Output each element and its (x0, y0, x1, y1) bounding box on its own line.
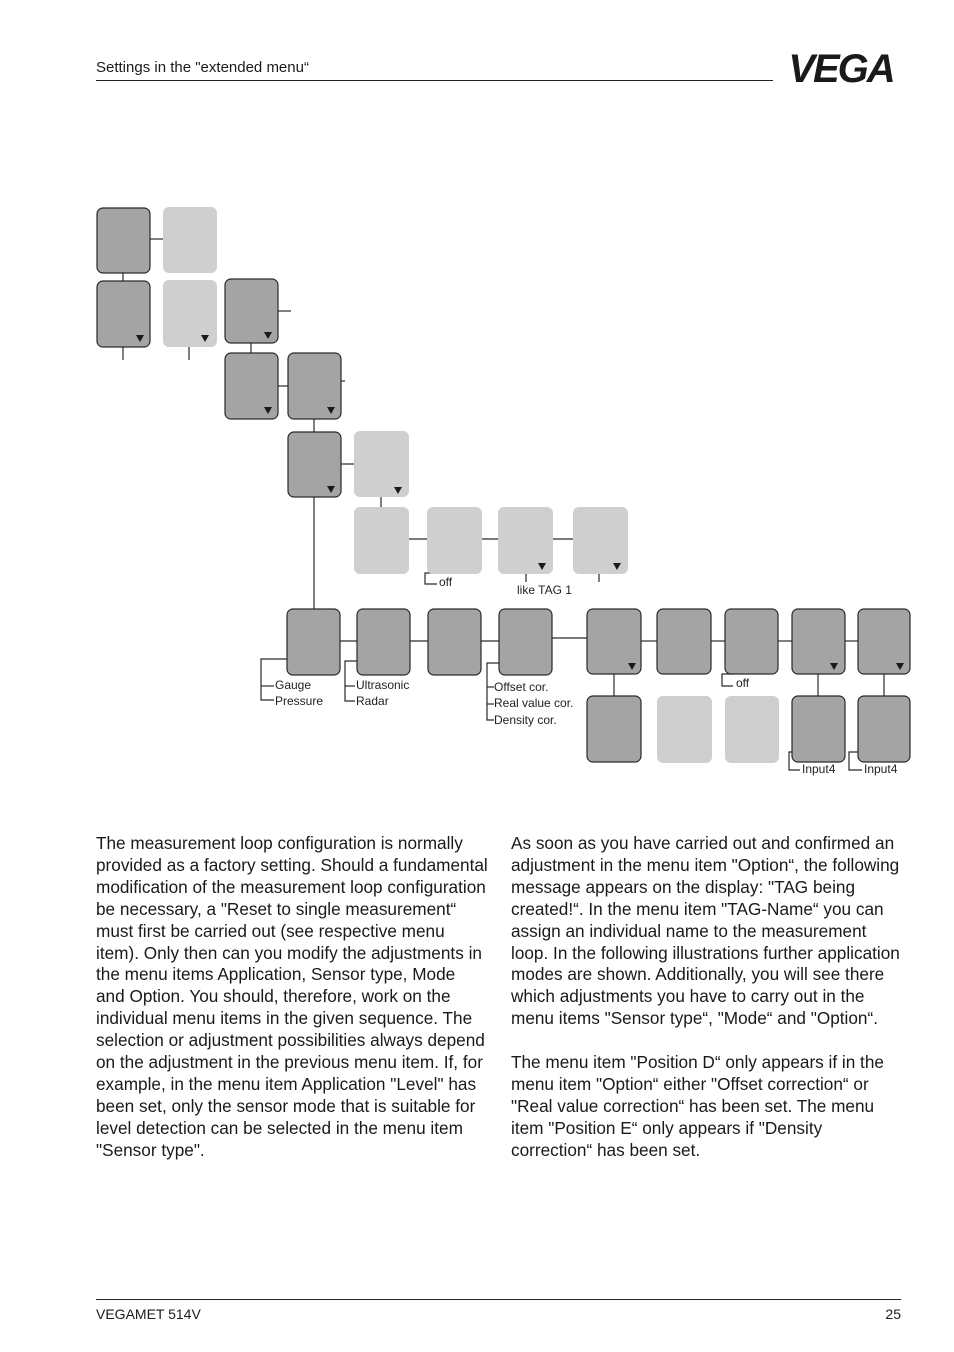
page-header-title: Settings in the "extended menu“ (96, 59, 309, 76)
body-column-left (96, 833, 488, 1183)
menu-key (357, 609, 410, 675)
body-paragraph: As soon as you have carried out and confirmed an adjustment in the menu item "Option“, the following message appears on the display: "TAG being created!“. In the menu item "TAG-Name“ you can assign an individual name to the measurement loop. In the following illustrations further application modes are shown. Additionally, you will see there which adjustments you have to carry out in the menu items "Sensor type“, "Mode“ and "Option“. (511, 833, 900, 1029)
menu-key-light (163, 280, 217, 347)
svg-text:VEGA: VEGA (788, 50, 894, 86)
label-ultrasonic: Ultrasonic (356, 678, 410, 692)
menu-key (657, 609, 711, 674)
label-density-cor: Density cor. (494, 713, 557, 727)
label-offset-cor: Offset cor. (494, 680, 549, 694)
label-like-tag: like TAG 1 (517, 583, 572, 597)
menu-key (858, 696, 910, 762)
label-real-value-cor: Real value cor. (494, 696, 574, 710)
menu-key (725, 609, 778, 674)
label-input4-a: Input4 (802, 762, 836, 776)
body-column-right (511, 833, 903, 1183)
label-pressure: Pressure (275, 694, 324, 708)
footer-rule (96, 1299, 901, 1300)
footer-product-name: VEGAMET 514V (96, 1306, 201, 1322)
menu-key (428, 609, 481, 675)
label-off-b: off (736, 676, 750, 690)
label-input4-b: Input4 (864, 762, 898, 776)
menu-key-light (354, 507, 409, 574)
footer-page-number: 25 (885, 1306, 901, 1322)
menu-key (587, 696, 641, 762)
menu-key (97, 208, 150, 273)
menu-key (792, 696, 845, 762)
menu-key-light (163, 207, 217, 273)
menu-key-light (725, 696, 779, 763)
label-radar: Radar (356, 694, 389, 708)
body-paragraph: The measurement loop configuration is normally provided as a factory setting. Should a fundamental modification of the measurement loop configuration be necessary, a "Reset to single measurement“ must first be carried out (see respective menu item). Only then can you modify the adjustments in the menu items Application, Sensor type, Mode and Option. You should, therefore, work on the individual menu items in the given sequence. The selection or adjustment possibilities always depend on the adjustment in the previous menu item. If, for example, in the menu item Application "Level" has been set, only the sensor mode that is suitable for level detection can be selected in the menu item "Sensor type". (96, 833, 488, 1160)
menu-key-light (427, 507, 482, 574)
menu-key (287, 609, 340, 675)
body-paragraph: The menu item "Position D“ only appears if in the menu item "Option“ either "Offset correction“ or "Real value correction“ has been set. The menu item "Position E“ only appears if "Density correction“ has been set. (511, 1052, 884, 1160)
menu-key (499, 609, 552, 675)
label-off-a: off (439, 575, 453, 589)
menu-key-light (657, 696, 712, 763)
label-gauge: Gauge (275, 678, 312, 692)
dark-keys (97, 208, 910, 762)
